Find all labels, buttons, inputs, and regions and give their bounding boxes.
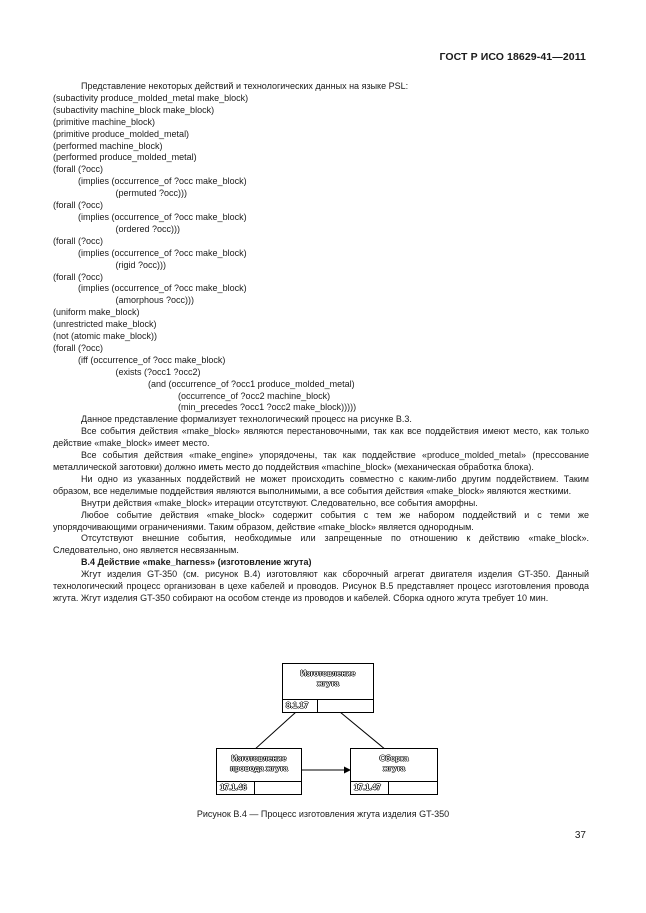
figure-caption: Рисунок В.4 — Процесс изготовления жгута изделия GT-350 xyxy=(196,809,450,819)
box-number: 8.1.17 xyxy=(283,700,318,712)
paragraph: Ни одно из указанных поддействий не может происходить совместно с каким-либо другим поддействием. Таким образом, все неделимые поддействия являются выполнимыми, а все события действия «make_block» являются жесткими. xyxy=(53,473,589,496)
box-number: 17.1.46 xyxy=(217,782,255,794)
code-line: (primitive machine_block) xyxy=(53,116,156,127)
box-title-line1: Изготовление xyxy=(300,669,356,678)
box-title-line2: провода жгута xyxy=(230,763,288,773)
code-line: (implies (occurrence_of ?occ make_block) xyxy=(53,247,247,258)
paragraph: Данное представление формализует технологический процесс на рисунке В.3. xyxy=(81,414,412,425)
box-number: 17.1.47 xyxy=(351,782,389,794)
code-line: (min_precedes ?occ1 ?occ2 make_block))))) xyxy=(53,402,357,413)
code-line: (ordered ?occ))) xyxy=(53,223,181,234)
code-line: (subactivity produce_molded_metal make_block) xyxy=(53,92,249,103)
code-line: (rigid ?occ))) xyxy=(53,259,167,270)
code-line: (primitive produce_molded_metal) xyxy=(53,128,190,139)
process-box-wire xyxy=(216,748,302,795)
paragraph: Все события действия «make_block» являются перестановочными, так как все поддействия имеют место, как только действие «make_block» имеет место. xyxy=(53,426,589,449)
paragraph: Представление некоторых действий и технологических данных на языке PSL: xyxy=(81,81,409,91)
code-line: (implies (occurrence_of ?occ make_block) xyxy=(53,211,247,222)
process-box-assembly xyxy=(350,748,438,795)
code-line: (implies (occurrence_of ?occ make_block) xyxy=(53,283,247,294)
code-line: (performed produce_molded_metal) xyxy=(53,152,197,163)
page-header: ГОСТ Р ИСО 18629-41—2011 xyxy=(439,51,586,63)
code-line: (and (occurrence_of ?occ1 produce_molded_metal) xyxy=(53,378,355,389)
page-number: 37 xyxy=(574,830,586,841)
code-line: (permuted ?occ))) xyxy=(53,188,188,199)
paragraph: Любое событие действия «make_block» содержит события с тем же набором поддействий и с теми же упорядочивающими ограничениями. Таким образом, действие «make_block» является однородным. xyxy=(53,509,589,532)
code-line: (subactivity machine_block make_block) xyxy=(53,104,215,115)
process-diagram xyxy=(210,660,450,810)
code-line: (forall (?occ) xyxy=(53,164,104,175)
code-line: (forall (?occ) xyxy=(53,200,104,211)
code-line: (implies (occurrence_of ?occ make_block) xyxy=(53,176,247,187)
code-line: (not (atomic make_block)) xyxy=(53,331,158,342)
code-line: (uniform make_block) xyxy=(53,307,140,318)
paragraph: Внутри действия «make_block» итерации отсутствуют. Следовательно, все события аморфны. xyxy=(81,497,478,508)
code-line: (exists (?occ1 ?occ2) xyxy=(53,366,201,377)
box-title-line1: Сборка xyxy=(379,754,409,763)
paragraph: Отсутствуют внешние события, необходимые или запрещенные по отношению к действию «make_block». Следовательно, оно является несвязанным. xyxy=(53,533,589,556)
box-title-line2: жгута xyxy=(383,763,405,773)
code-line: (performed machine_block) xyxy=(53,140,163,151)
connector-top-right xyxy=(340,712,386,750)
section-heading: В.4 Действие «make_harness» (изготовление жгута) xyxy=(81,557,312,568)
code-line: (forall (?occ) xyxy=(53,342,104,353)
connector-top-left xyxy=(254,712,296,750)
box-title-line2: жгута xyxy=(317,678,339,688)
box-title-line1: Изготовление xyxy=(231,754,287,763)
code-line: (forall (?occ) xyxy=(53,271,104,282)
code-line: (iff (occurrence_of ?occ make_block) xyxy=(53,354,226,365)
code-line: (unrestricted make_block) xyxy=(53,319,157,330)
text-body xyxy=(53,81,589,605)
paragraph: Жгут изделия GT-350 (см. рисунок В.4) изготовляют как сборочный агрегат двигателя изделия GT-350. Данный технологический процесс организован в цехе кабелей и проводов. Рисунок В.5 представляет процесс изготовления провода жгута. Жгут изделия GT-350 собирают на особом стенде из проводов и кабелей. Сборка одного жгута требует 10 мин. xyxy=(53,569,589,603)
paragraph: Все события действия «make_engine» упорядочены, так как поддействие «produce_molded_metal» (прессование металлической заготовки) должно иметь место до поддействия «machine_block» (механическая обработка блока). xyxy=(53,450,589,472)
code-line: (forall (?occ) xyxy=(53,235,104,246)
code-line: (occurrence_of ?occ2 machine_block) xyxy=(53,390,331,401)
code-line: (amorphous ?occ))) xyxy=(53,295,195,306)
process-box-harness xyxy=(282,663,374,713)
